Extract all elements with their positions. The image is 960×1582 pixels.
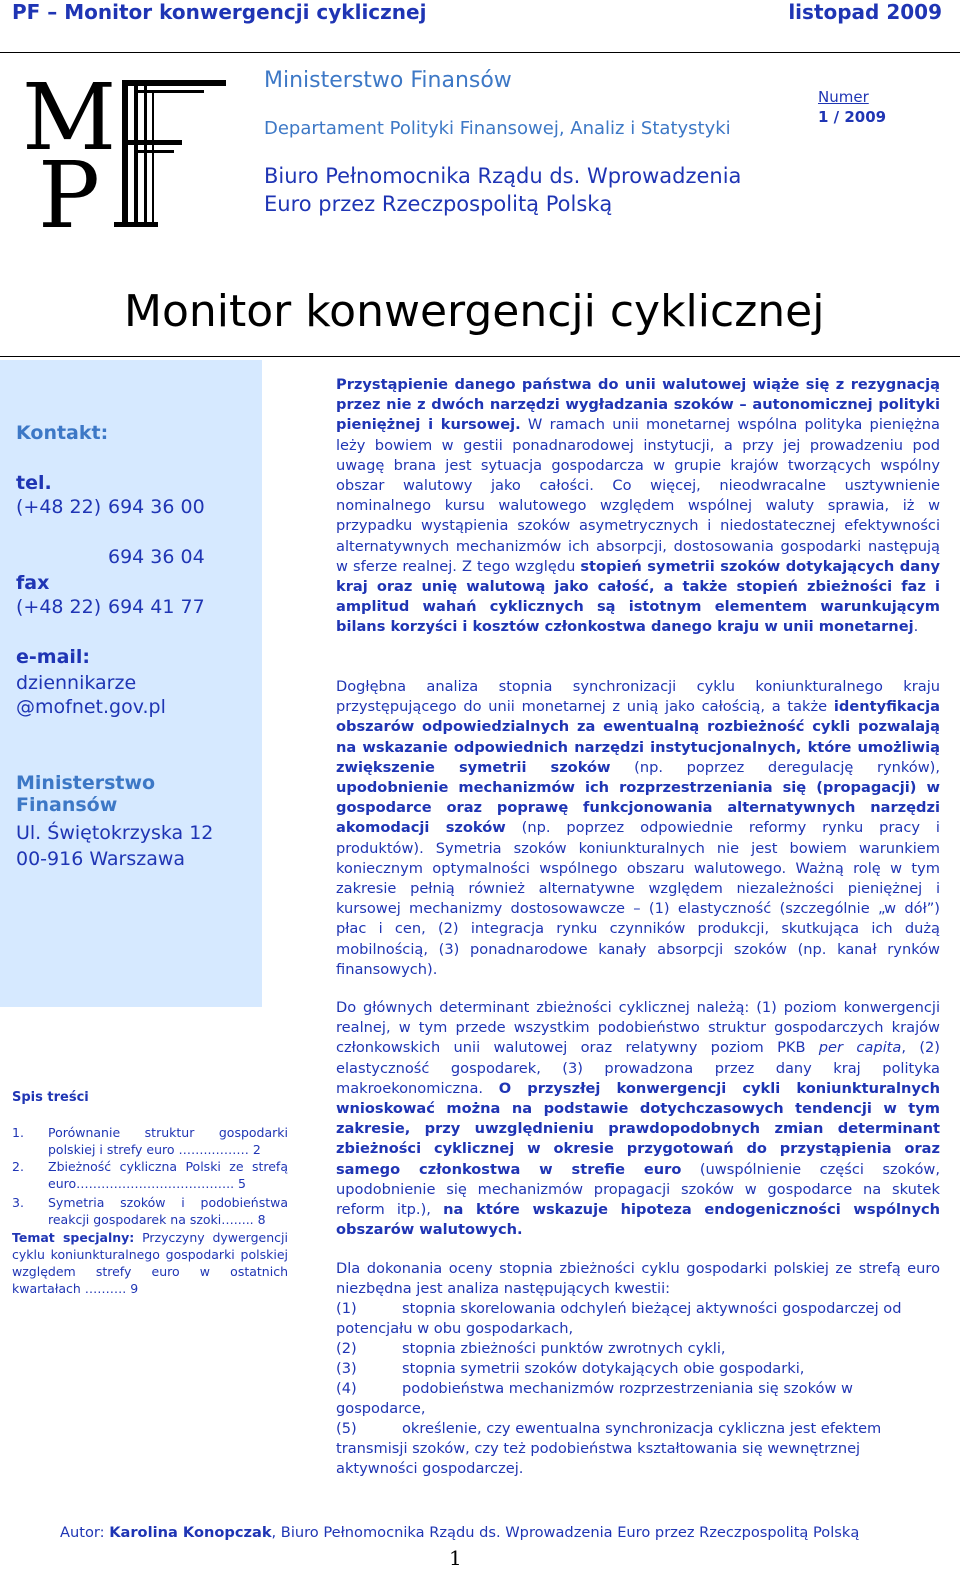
email-label: e-mail: <box>16 646 91 668</box>
list-item-text: podobieństwa mechanizmów rozprzestrzeniania się szoków w gospodarce, <box>336 1380 853 1418</box>
email-line2: @mofnet.gov.pl <box>16 696 166 718</box>
paragraph-determinants <box>336 998 940 1240</box>
list-item <box>336 1339 940 1359</box>
list-item-number: (1) <box>336 1300 357 1317</box>
tel-number-2: 694 36 04 <box>108 546 205 568</box>
toc-special-label: Temat specjalny: <box>12 1230 135 1245</box>
list-item-text: stopnia zbieżności punktów zwrotnych cykli, <box>402 1340 726 1357</box>
toc-item-text: Zbieżność cykliczna Polski ze strefą euro……………………………….. 5 <box>48 1159 288 1191</box>
list-item-text: stopnia skorelowania odchyleń bieżącej aktywności gospodarczej od potencjału w obu gospodarkach, <box>336 1300 902 1338</box>
determinants-bold-e: na które wskazuje hipoteza endogeniczności wspólnych obszarów walutowych. <box>336 1201 940 1239</box>
determinants-text-b: , (2) elastyczność gospodarek, (3) prowadzona przez dany kraj polityka makroekonomiczna. <box>336 1039 940 1097</box>
intro-bold-lead: Przystąpienie danego państwa do unii walutowej wiąże się z rezygnacją przez nie z dwóch narzędzi wygładzania szoków – autonomicznej polityki pieniężnej i kursowej. <box>336 376 940 434</box>
header-divider <box>0 52 960 53</box>
org-department: Departament Polityki Finansowej, Analiz i Statystyki <box>264 118 731 139</box>
toc-item-number: 3. <box>12 1195 24 1210</box>
analysis-text-a: Dogłębna analiza stopnia synchronizacji cyklu koniunkturalnego kraju przystępującego do unii monetarnej z unią jako całością, a także <box>336 678 940 716</box>
fax-prefix: (+48 22) <box>16 596 102 618</box>
list-item <box>336 1299 940 1339</box>
list-item-text: określenie, czy ewentualna synchronizacja cykliczna jest efektem transmisji szoków, czy też podobieństwa kształtowania się wewnętrznej aktywności gospodarczej. <box>336 1420 882 1478</box>
page-number: 1 <box>449 1546 462 1570</box>
analysis-bold-b: identyfikacja obszarów odpowiedzialnych za ewentualną rozbieżność cykli pozwalają na wskazanie odpowiednich narzędzi instytucjonalnych, które umożliwią zwiększenie symetrii szoków <box>336 698 940 776</box>
issue-number-label: Numer <box>818 88 869 106</box>
paragraph-analysis <box>336 677 940 980</box>
analysis-bold-d: upodobnienie mechanizmów ich rozprzestrzeniania się (propagacji) w gospodarce oraz poprawę funkcjonowania alternatywnych narzędzi akomodacji szoków <box>336 779 940 837</box>
analysis-text-e: (np. poprzez odpowiednie reformy rynku pracy i produktów). Symetria szoków koniunkturalnych nie jest bowiem warunkiem koniecznym optymalności wspólnego obszaru walutowego. Ważną rolę w tym zakresie pełnią również alternatywne względem niezależności pieniężnej i kursowej mechanizmy dostosowawcze – (1) elastyczność (szczególnie „w dół”) płac i cen, (2) integracja rynku czynników produkcji, skutkująca ich dużą mobilnością, (3) ponadnarodowe kanały absorpcji szoków (np. kanał rynków finansowych). <box>336 819 940 978</box>
determinants-bold-c: O przyszłej konwergencji cykli koniunkturalnych wnioskować można na podstawie dotychczasowych tendencji w tym zakresie, przy uwzględnieniu prawdopodobnych zmian determinant zbieżności cyklicznej w okresie przygotowań do przystąpienia oraz samego członkostwa w strefie euro <box>336 1079 940 1178</box>
main-title: Monitor konwergencji cyklicznej <box>124 286 825 337</box>
tel-number-1: 694 36 00 <box>108 496 205 518</box>
footer-author <box>60 1524 859 1541</box>
logo-letter-f <box>108 78 232 230</box>
logo-letter-p: P <box>38 142 100 249</box>
toc-item-number: 2. <box>12 1159 24 1174</box>
list-item <box>336 1359 940 1379</box>
contact-heading: Kontakt: <box>16 422 109 444</box>
intro-end: . <box>913 618 919 636</box>
list-item-number: (2) <box>336 1340 357 1357</box>
running-header-title: PF – Monitor konwergencji cyklicznej <box>12 0 427 24</box>
mfp-logo <box>22 64 232 249</box>
title-divider <box>0 356 960 357</box>
toc-special-text: Przyczyny dywergencji cyklu koniunkturalnego gospodarki polskiej względem strefy euro w ostatnich kwartałach ………. 9 <box>12 1230 288 1296</box>
toc-item[interactable] <box>0 1194 300 1228</box>
determinants-italic: per capita <box>818 1039 902 1057</box>
email-line1: dziennikarze <box>16 672 137 694</box>
intro-text: W ramach unii monetarnej wspólna polityka pieniężna leży bowiem w gestii ponadnarodowej instytucji, a przy jej prowadzeniu pod uwagę brana jest sytuacja gospodarcza w grupie krajów tworzących wspólny obszar walutowy jako całości. Co więcej, nieodwracalne usztywnienie nominalnego kursu walutowego względem wspólnej waluty sprawia, iż w przypadku wystąpienia szoków asymetrycznych i niedostatecznej efektywności alternatywnych mechanizmów ich absorpcji, dostosowania gospodarki następują w sferze realnej. Z tego względu <box>336 416 940 575</box>
list-item-text: stopnia symetrii szoków dotykających obie gospodarki, <box>402 1360 805 1377</box>
toc-item-text: Symetria szoków i podobieństwa reakcji gospodarek na szoki…..... 8 <box>48 1195 288 1227</box>
paragraph-issues-intro: Dla dokonania oceny stopnia zbieżności cyklu gospodarki polskiej ze strefą euro niezbędna jest analiza następujących kwestii: <box>336 1260 940 1298</box>
org-bureau-line1: Biuro Pełnomocnika Rządu ds. Wprowadzenia <box>264 164 742 188</box>
list-item <box>336 1379 940 1419</box>
analysis-text-c: (np. poprzez deregulację rynków), <box>610 758 941 776</box>
toc-item[interactable] <box>0 1124 300 1158</box>
fax-number: 694 41 77 <box>108 596 205 618</box>
address-city: 00-916 Warszawa <box>16 848 186 870</box>
logo-letter-m: M <box>22 64 117 171</box>
toc-item-text: Porównanie struktur gospodarki polskiej i strefy euro ……..……… 2 <box>48 1125 288 1157</box>
org-ministry: Ministerstwo Finansów <box>264 68 512 93</box>
determinants-text-a: Do głównych determinant zbieżności cyklicznej należą: (1) poziom konwergencji realnej, w tym przede wszystkim podobieństwo struktur gospodarczych krajów członkowskich unii walutowej oraz relatywny poziom PKB <box>336 999 940 1057</box>
toc-item[interactable] <box>0 1158 300 1192</box>
list-item-number: (5) <box>336 1420 357 1437</box>
fax-label: fax <box>16 572 50 594</box>
tel-prefix: (+48 22) <box>16 496 102 518</box>
list-item-number: (3) <box>336 1360 357 1377</box>
address-street: Ul. Świętokrzyska 12 <box>16 822 214 844</box>
author-label: Autor: <box>60 1524 110 1541</box>
toc-special-topic[interactable] <box>12 1229 288 1297</box>
issue-number-value: 1 / 2009 <box>818 108 887 126</box>
running-header-date: listopad 2009 <box>788 0 942 24</box>
paragraph-intro <box>336 375 940 638</box>
tel-label: tel. <box>16 472 52 494</box>
author-affiliation: , Biuro Pełnomocnika Rządu ds. Wprowadzenia Euro przez Rzeczpospolitą Polską <box>271 1524 860 1541</box>
contact-sidebar <box>0 360 262 1007</box>
determinants-text-d: (uwspólnienie części szoków, upodobnienie się mechanizmów propagacji szoków w gospodarce na skutek reform itp.), <box>336 1160 940 1219</box>
author-name: Karolina Konopczak <box>109 1524 272 1541</box>
org-bureau-line2: Euro przez Rzeczpospolitą Polską <box>264 192 613 216</box>
toc-heading: Spis treści <box>12 1090 89 1105</box>
list-item <box>336 1419 940 1480</box>
toc-item-number: 1. <box>12 1125 24 1140</box>
intro-bold-conclusion: stopień symetrii szoków dotykających dany kraj oraz unię walutową jako całość, a także stopień zbieżności faz i amplitud wahań cyklicznych są istotnym elementem warunkującym bilans korzyści i kosztów członkostwa danego kraju w unii monetarnej <box>336 557 940 636</box>
sidebar-ministry: Ministerstwo Finansów <box>16 772 156 816</box>
list-item-number: (4) <box>336 1380 357 1397</box>
